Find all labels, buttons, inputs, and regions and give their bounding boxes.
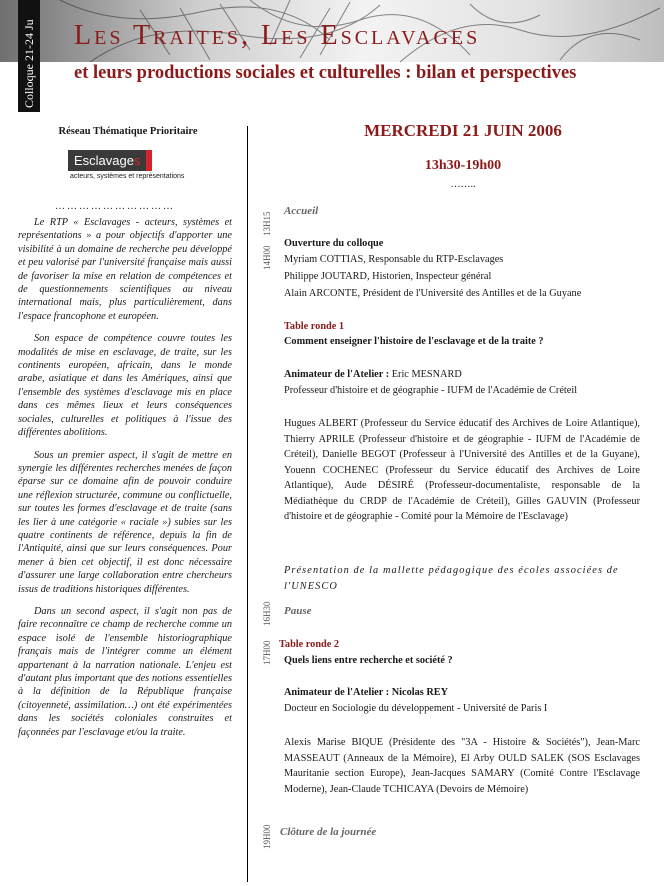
logo-text: Esclavage [74,153,134,168]
page-title: Les Traites, Les Esclavages [74,20,481,51]
animator-label: Animateur de l'Atelier : [284,369,390,380]
paragraph: Dans un second aspect, il s'agit non pas de faire reconnaître ce champ de recherche comme un espace isolé de l'ensemble historiographique français mais de l'intégrer comme un élément appartenant à la narration nationale. L'enjeu est d'autant plus important que des notions essentielles à la définition de la République française (citoyenneté, assimilation…) ont été expérimentées dans les sociétés coloniales construites et façonnées par l'esclavage et/ou la traite. [18,605,232,738]
table2-animator [284,685,448,701]
page-subtitle: et leurs productions sociales et culturelles : bilan et perspectives [74,63,577,83]
animator-name: Eric MESNARD [389,369,462,380]
logo-box [68,150,146,171]
paragraph: Son espace de compétence couvre toutes les modalités de mise en esclavage, de traite, sur les continents européen, africain, dans le monde arabe, asiatique et dans les Amériques, ainsi que l'ensemble des systèmes d'esclavage mis en place dans ces mêmes lieux et leurs conséquences sociales, culturelles et politiques à l'issue des différentes abolitions. [18,333,232,439]
table2-animator-role: Docteur en Sociologie du développement - Université de Paris I [284,703,548,714]
table1-participants: Hugues ALBERT (Professeur du Service éducatif des Archives de Loire Atlantique), Thierry APRILE (Professeur d'histoire et de géographie - IUFM de l'Académie de Créteil), Danielle BEGOT (Professeur à l'Université des Antilles et de la Guyane), Youenn COCHENEC (Professeur du Service éducatif des Archives de Loire Atlantique), Aude DÉSIRÉ (Professeur-documentaliste, responsable de la Médiathèque du CRDP de l'Académie de Créteil), Gilles GAUVIN (Professeur d'histoire et de géographie - Comité pour la Mémoire de l'Esclavage) [284,418,640,522]
table2-question: Quels liens entre recherche et société ? [284,655,453,666]
column-divider [247,126,248,882]
speaker-line: Myriam COTTIAS, Responsable du RTP-Esclavages [284,254,504,265]
time-label: 17H00 [262,640,272,665]
pause-heading: Pause [284,605,312,617]
animator-name: Nicolas REY [389,687,449,698]
rtp-description [18,216,232,748]
speaker-line: Philippe JOUTARD, Historien, Inspecteur général [284,271,492,282]
ouverture-title: Ouverture du colloque [284,238,384,249]
program-time: 13h30-19h00 [424,158,502,173]
cloture-heading: Clôture de la journée [280,826,377,838]
speaker-line: Alain ARCONTE, Président de l'Université des Antilles et de la Guyane [284,288,582,299]
table2-participants: Alexis Marise BIQUE (Présidente des "3A - Histoire & Sociétés"), Jean-Marc MASSEAUT (Anneaux de la Mémoire), El Arby OULD SALEK (SOS Esclavages Mauritanie section Europe), Jean-Jacques SAMARY (Comité Contre l'Esclavage Moderne), Jean-Claude TCHICAYA (Devoirs de Mémoire) [284,737,640,795]
accueil-heading: Accueil [284,205,319,217]
logo-tagline: acteurs, systèmes et représentations [70,173,185,180]
paragraph: Sous un premier aspect, il s'agit de mettre en synergie les différentes recherches menées de façon éparse sur ce domaine afin de pouvoir conduire une réflexion structurée, commune ou conflictuelle, sur toutes les formes d'esclavage et de traite (sans les lier à une catégorie « raciale ») subies sur les quatre continents de référence, depuis la fin de l'Antiquité, ainsi que sur leurs conséquences. Pour mener à bien cet objectif, il est donc nécessaire d'assurer une large collaboration entre chercheurs issus de traditions historiques différentes. [18,449,232,595]
time-label: 13H15 [262,211,272,236]
time-label: 19H00 [262,824,272,849]
table1-animator-role: Professeur d'histoire et de géographie - IUFM de l'Académie de Créteil [284,385,578,396]
time-label: 14H00 [262,245,272,270]
vertical-label: Colloque 21-24 Ju [22,19,36,108]
left-separator: ………………………… [55,201,175,212]
table1-animator [284,367,462,383]
paragraph: Le RTP « Esclavages - acteurs, systèmes et représentations » a pour objectifs d'apporter une visibilité à un domaine de recherche peu développé et peu valorisé par l'université française mais aussi de favoriser la mise en relation de compétences et de questionnements scientifiques au niveau international mais, plus particulièrement, dans l'espace francophone et européen. [18,217,232,322]
table1-presentation: Présentation de la mallette pédagogique des écoles associées de l'UNESCO [284,565,619,592]
right-separator: …….. [450,179,476,190]
network-title: Réseau Thématique Prioritaire [58,126,198,137]
table1-label: Table ronde 1 [284,321,345,332]
time-label: 16H30 [262,601,272,626]
program-date: MERCREDI 21 JUIN 2006 [364,121,562,140]
esclavages-logo [68,150,188,180]
logo-text-end: s [133,153,141,168]
table2-label: Table ronde 2 [279,639,340,650]
table1-question: Comment enseigner l'histoire de l'esclavage et de la traite ? [284,336,544,347]
animator-label: Animateur de l'Atelier : [284,687,390,698]
